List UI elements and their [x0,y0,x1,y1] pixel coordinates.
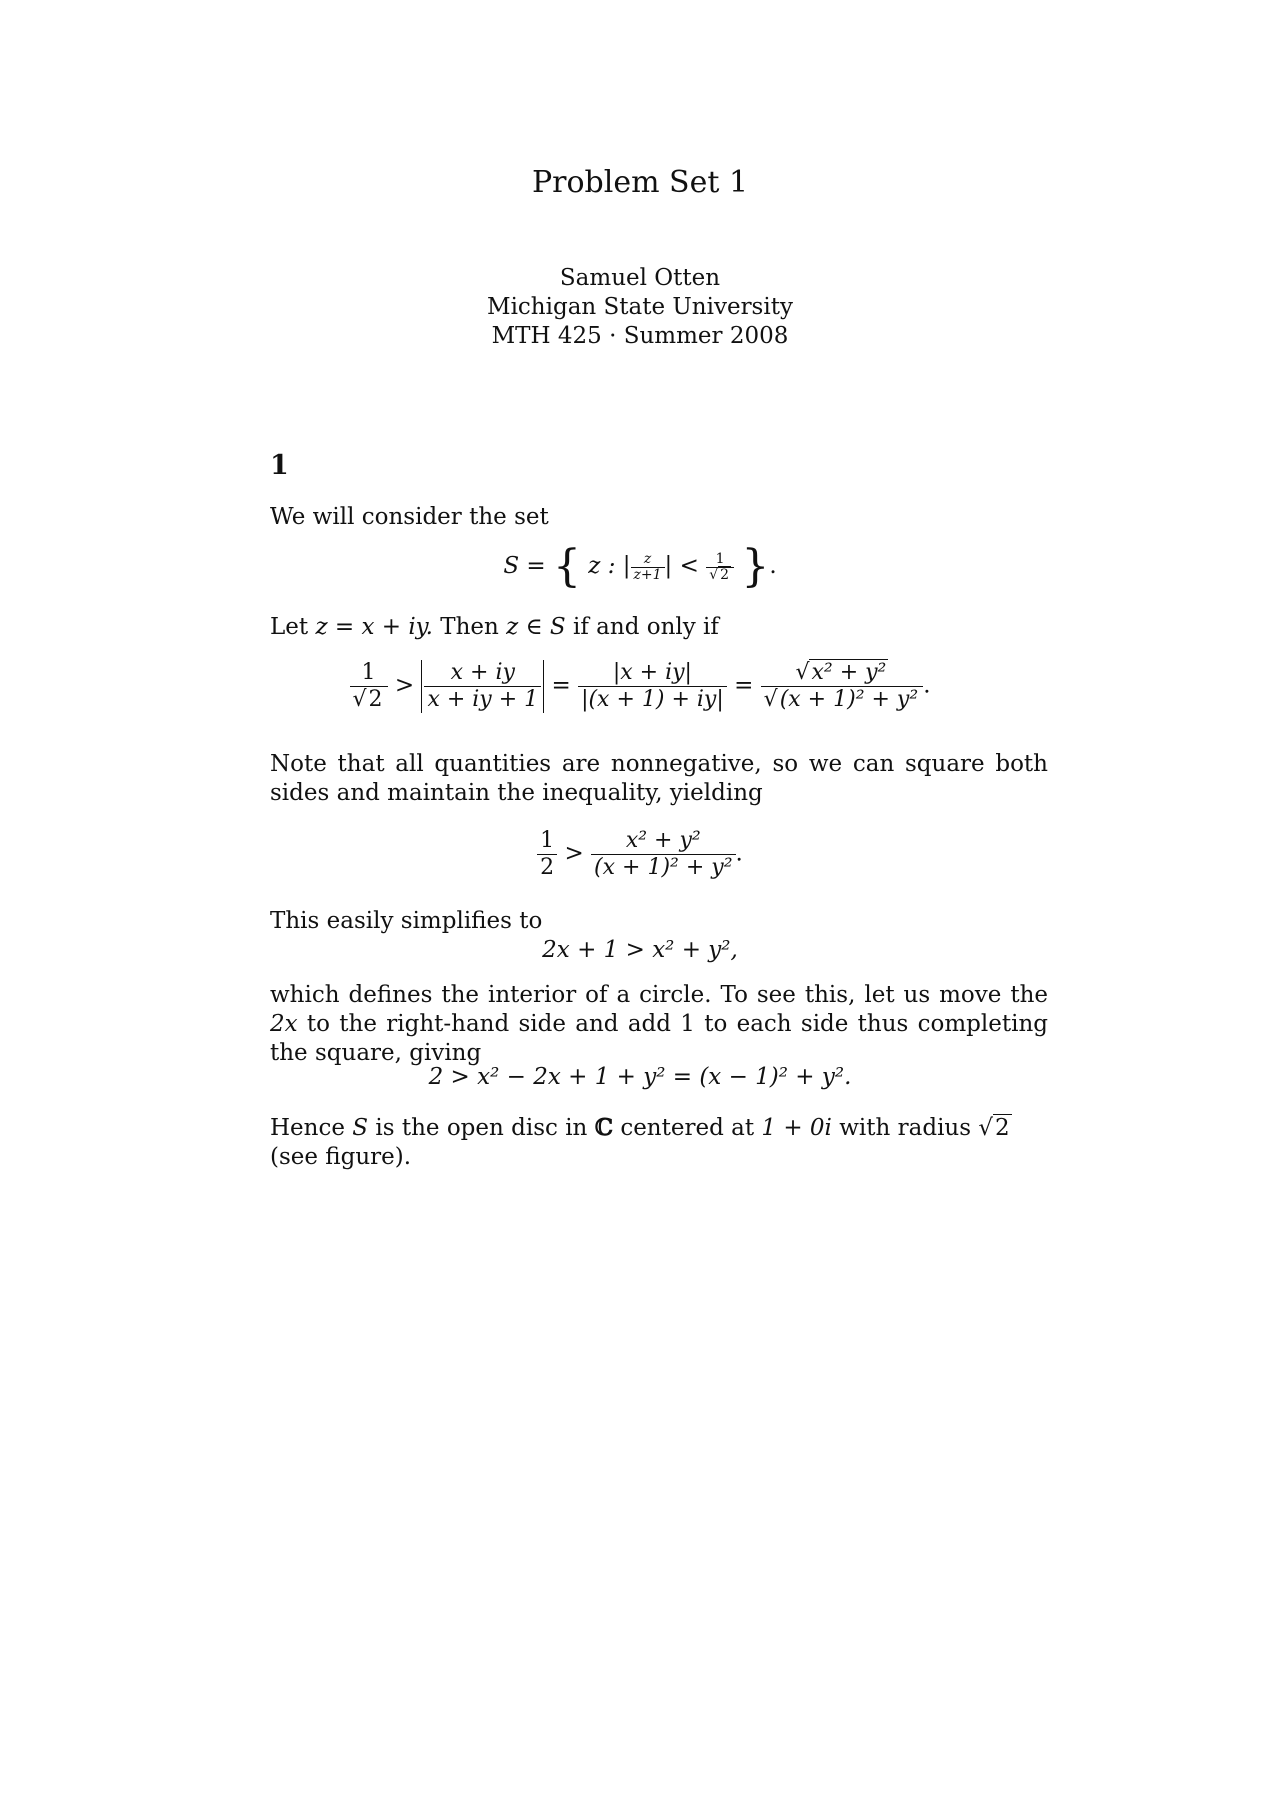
frac-denominator [706,568,734,583]
frac-numerator: 1 [350,660,388,687]
text-iff: if and only if [572,614,719,640]
text-centered: centered at [620,1115,755,1141]
frac-denominator: |(x + 1) + iy| [581,687,724,712]
eq-lhs: S = [503,553,546,579]
sqrt-symbol: √ [763,687,778,712]
math-z-def: z = x + iy. [315,614,433,640]
text-see-figure: (see figure). [270,1144,412,1170]
frac-denominator: 2 [540,855,555,880]
eq-period: . [923,672,931,699]
equation-squared [0,828,1280,881]
fraction-sqrt-ratio [761,660,924,713]
fraction-one-over-root2 [706,552,734,583]
fraction-z-over-z1 [424,660,541,713]
math-center: 1 + 0i [761,1115,832,1141]
paragraph-circle [270,981,1048,1068]
fraction-squared-ratio [591,828,735,881]
frac-denominator: (x + 1)² + y² [594,855,733,880]
radicand: x² + y² [811,660,887,685]
eq-period: . [735,840,743,867]
math-s: S [352,1115,369,1141]
fraction-z-over-z1 [631,552,665,583]
paragraph-let [270,613,1048,642]
eq-var: z : [588,553,616,579]
equals-symbol: = [734,672,754,699]
institution: Michigan State University [487,294,793,320]
fraction-one-over-root2 [350,660,388,713]
text-circle-b: to the right-hand side and add 1 to each side thus completing the square, giving [270,1011,1049,1066]
frac-numerator: 1 [537,828,557,855]
frac-denominator: x + iy + 1 [427,687,539,712]
paragraph-note: Note that all quantities are nonnegative, so we can square both sides and maintain the inequality, yielding [270,751,1048,806]
equation-inequality-chain [0,660,1280,713]
text-hence: Hence [270,1115,345,1141]
sqrt-symbol: √ [709,566,719,583]
radicand: 2 [368,687,383,712]
math-radius [978,1114,1011,1141]
course-info: MTH 425 · Summer 2008 [491,323,789,349]
open-brace-symbol: { [552,541,581,592]
absolute-value [421,660,544,713]
page-title: Problem Set 1 [531,165,749,200]
text-then: Then [440,614,499,640]
math-z-in-s: z ∈ S [506,614,566,640]
fraction-modulus-ratio [578,660,727,713]
author-name: Samuel Otten [559,265,721,291]
author-block [0,264,1280,351]
frac-denominator [761,687,924,713]
frac-numerator: x² + y² [591,828,735,855]
paragraph-conclusion [270,1113,1048,1172]
paragraph-intro: We will consider the set [270,504,549,530]
radicand: 2 [720,566,730,583]
frac-numerator: z [631,552,665,568]
text-circle-a: which defines the interior of a circle. To see this, let us move the [270,982,1048,1008]
equation-set-definition [0,541,1280,592]
frac-denominator [350,687,388,713]
math-2x: 2x [270,1011,298,1037]
sqrt-symbol: √ [352,687,367,712]
frac-numerator [761,660,924,687]
paragraph-simplifies: This easily simplifies to [270,908,543,934]
less-than-symbol: < [679,553,699,579]
text-open-disc: is the open disc in [375,1115,588,1141]
sqrt-symbol: √ [795,660,810,685]
section-heading: 1 [270,450,289,481]
equation-simplified: 2x + 1 > x² + y², [542,937,738,963]
sqrt-symbol: √ [978,1115,994,1141]
text-let: Let [270,614,309,640]
frac-numerator: |x + iy| [578,660,727,687]
complex-plane-symbol: ℂ [594,1114,613,1141]
eq-period: . [769,553,777,579]
abs-bar-left: | [622,553,631,579]
fraction-one-half [537,828,557,881]
radicand: (x + 1)² + y² [779,687,919,712]
greater-than-symbol: > [564,840,584,867]
greater-than-symbol: > [394,672,415,699]
frac-denominator: z+1 [633,566,662,583]
equation-completed-square: 2 > x² − 2x + 1 + y² = (x − 1)² + y². [428,1064,852,1090]
abs-bar-right: | [664,553,673,579]
radicand: 2 [995,1115,1010,1141]
frac-numerator: 1 [706,552,734,568]
text-radius: with radius [839,1115,972,1141]
frac-numerator: x + iy [424,660,541,687]
equals-symbol: = [551,672,571,699]
close-brace-symbol: } [741,541,770,592]
